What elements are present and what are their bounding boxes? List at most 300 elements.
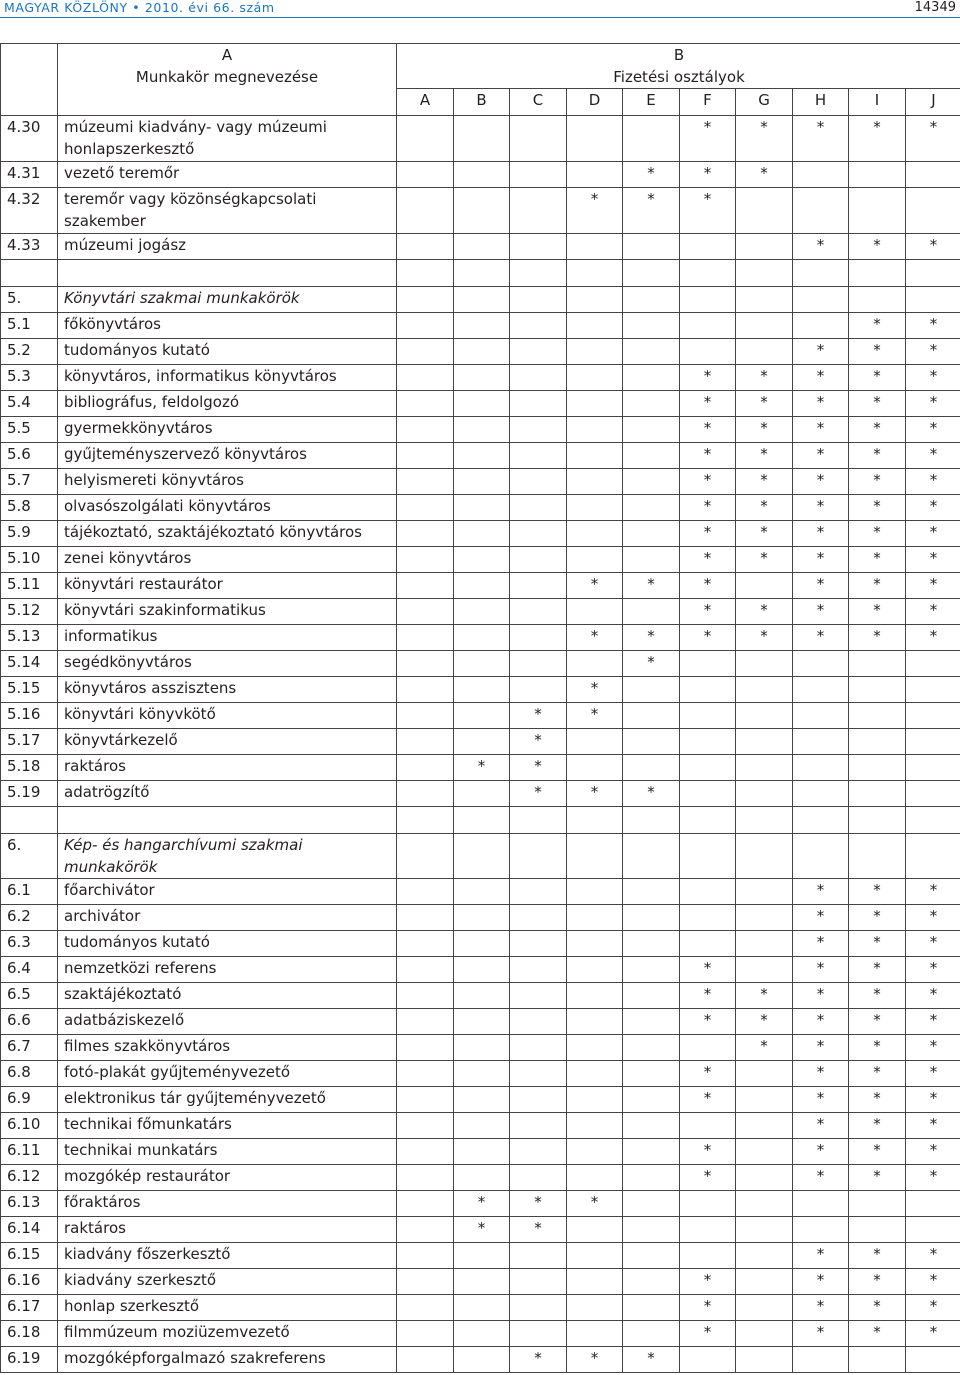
job-title: kiadvány főszerkesztő (58, 1243, 397, 1269)
job-title: főraktáros (58, 1191, 397, 1217)
column-a-header (58, 44, 397, 116)
row-number: 5.4 (1, 391, 58, 417)
job-title: zenei könyvtáros (58, 547, 397, 573)
class-cell-j: * (906, 1061, 960, 1087)
empty-cell (906, 260, 960, 287)
class-cell-e (623, 116, 680, 162)
row-number: 5.12 (1, 599, 58, 625)
class-cell-f: * (680, 983, 736, 1009)
spacer-row (1, 260, 960, 287)
class-cell-c (510, 287, 567, 313)
class-cell-c: * (510, 1217, 567, 1243)
class-cell-b (454, 234, 510, 260)
class-cell-i: * (849, 1269, 906, 1295)
class-cell-b (454, 703, 510, 729)
job-title: nemzetközi referens (58, 957, 397, 983)
class-cell-c (510, 391, 567, 417)
class-cell-g (736, 957, 793, 983)
class-cell-f (680, 651, 736, 677)
class-cell-c (510, 417, 567, 443)
job-title: elektronikus tár gyűjteményvezető (58, 1087, 397, 1113)
class-cell-f (680, 905, 736, 931)
class-cell-i: * (849, 905, 906, 931)
table-row (1, 1113, 960, 1139)
class-cell-h (793, 651, 849, 677)
class-cell-f (680, 287, 736, 313)
class-cell-b (454, 573, 510, 599)
section-heading-row (1, 834, 960, 879)
row-number: 6.14 (1, 1217, 58, 1243)
class-cell-e (623, 677, 680, 703)
class-cell-j (906, 1347, 960, 1373)
class-cell-a (397, 729, 454, 755)
class-cell-i (849, 287, 906, 313)
class-cell-a (397, 339, 454, 365)
empty-cell (510, 260, 567, 287)
class-cell-e (623, 879, 680, 905)
job-title: tudományos kutató (58, 931, 397, 957)
class-cell-i (849, 1217, 906, 1243)
class-cell-f: * (680, 188, 736, 234)
class-cell-f (680, 1243, 736, 1269)
class-cell-g (736, 1191, 793, 1217)
class-cell-f (680, 1347, 736, 1373)
class-cell-e (623, 1243, 680, 1269)
class-cell-h: * (793, 521, 849, 547)
class-cell-a (397, 677, 454, 703)
class-cell-f (680, 729, 736, 755)
job-title: honlap szerkesztő (58, 1295, 397, 1321)
class-cell-c (510, 1295, 567, 1321)
class-cell-a (397, 287, 454, 313)
table-row (1, 162, 960, 188)
table-row (1, 1009, 960, 1035)
table-row (1, 391, 960, 417)
class-cell-f: * (680, 1165, 736, 1191)
column-b-letter: B (673, 46, 685, 64)
class-cell-g (736, 651, 793, 677)
table-row (1, 651, 960, 677)
class-cell-e (623, 365, 680, 391)
class-cell-f (680, 931, 736, 957)
class-cell-h (793, 162, 849, 188)
row-number: 6.11 (1, 1139, 58, 1165)
class-cell-d (567, 365, 623, 391)
job-title: tájékoztató, szaktájékoztató könyvtáros (58, 521, 397, 547)
class-cell-d: * (567, 188, 623, 234)
class-cell-d (567, 729, 623, 755)
class-header-g: G (736, 89, 793, 116)
class-cell-d: * (567, 1191, 623, 1217)
class-cell-f (680, 313, 736, 339)
job-title: könyvtáros, informatikus könyvtáros (58, 365, 397, 391)
class-cell-j: * (906, 1295, 960, 1321)
class-cell-b (454, 1113, 510, 1139)
class-cell-h: * (793, 905, 849, 931)
class-cell-j: * (906, 905, 960, 931)
class-cell-j: * (906, 443, 960, 469)
table-row (1, 1035, 960, 1061)
class-cell-a (397, 417, 454, 443)
class-cell-e: * (623, 651, 680, 677)
class-cell-d (567, 983, 623, 1009)
class-cell-i (849, 651, 906, 677)
class-cell-e (623, 957, 680, 983)
row-number: 6.13 (1, 1191, 58, 1217)
empty-cell (623, 260, 680, 287)
class-cell-c (510, 1269, 567, 1295)
class-cell-h: * (793, 339, 849, 365)
class-cell-i: * (849, 931, 906, 957)
class-cell-j: * (906, 365, 960, 391)
table-row (1, 599, 960, 625)
class-cell-f: * (680, 443, 736, 469)
class-cell-d: * (567, 573, 623, 599)
class-cell-d (567, 1035, 623, 1061)
class-cell-i: * (849, 521, 906, 547)
class-cell-c (510, 339, 567, 365)
class-cell-f: * (680, 1139, 736, 1165)
class-cell-e (623, 729, 680, 755)
class-cell-b (454, 677, 510, 703)
class-cell-i: * (849, 1139, 906, 1165)
salary-class-table (0, 43, 960, 1373)
class-cell-c (510, 879, 567, 905)
class-cell-j: * (906, 313, 960, 339)
class-cell-a (397, 469, 454, 495)
class-cell-f (680, 1217, 736, 1243)
job-title: informatikus (58, 625, 397, 651)
table-row (1, 495, 960, 521)
class-cell-i (849, 188, 906, 234)
table-row (1, 957, 960, 983)
class-cell-a (397, 834, 454, 879)
row-number: 6.17 (1, 1295, 58, 1321)
class-cell-a (397, 1347, 454, 1373)
class-cell-g (736, 1269, 793, 1295)
table-row (1, 443, 960, 469)
class-cell-c (510, 1113, 567, 1139)
class-cell-g (736, 1087, 793, 1113)
class-cell-c: * (510, 755, 567, 781)
class-cell-j: * (906, 983, 960, 1009)
class-cell-j: * (906, 1009, 960, 1035)
class-cell-c (510, 1243, 567, 1269)
table-row (1, 677, 960, 703)
class-cell-e (623, 599, 680, 625)
class-cell-b (454, 547, 510, 573)
row-number: 5.1 (1, 313, 58, 339)
job-title: adatbáziskezelő (58, 1009, 397, 1035)
class-cell-d (567, 1061, 623, 1087)
job-title: filmes szakkönyvtáros (58, 1035, 397, 1061)
class-cell-j (906, 781, 960, 807)
class-cell-d (567, 755, 623, 781)
class-cell-i: * (849, 391, 906, 417)
class-cell-g (736, 1061, 793, 1087)
class-cell-b (454, 365, 510, 391)
page-number: 14349 (914, 0, 956, 15)
class-cell-b (454, 651, 510, 677)
class-cell-b (454, 1061, 510, 1087)
job-title: technikai munkatárs (58, 1139, 397, 1165)
job-title: főkönyvtáros (58, 313, 397, 339)
class-cell-d (567, 469, 623, 495)
empty-cell (567, 807, 623, 834)
class-cell-a (397, 1113, 454, 1139)
class-cell-j: * (906, 957, 960, 983)
class-cell-c (510, 677, 567, 703)
class-cell-h: * (793, 573, 849, 599)
class-cell-i: * (849, 313, 906, 339)
class-cell-b (454, 417, 510, 443)
class-cell-h (793, 781, 849, 807)
class-cell-c (510, 905, 567, 931)
class-cell-b (454, 905, 510, 931)
class-cell-g (736, 834, 793, 879)
class-cell-g (736, 1243, 793, 1269)
class-cell-b (454, 1165, 510, 1191)
class-cell-a (397, 162, 454, 188)
class-cell-d: * (567, 781, 623, 807)
class-cell-a (397, 651, 454, 677)
class-cell-b (454, 1087, 510, 1113)
class-cell-d (567, 521, 623, 547)
table-row (1, 417, 960, 443)
class-cell-g (736, 313, 793, 339)
class-cell-d (567, 1165, 623, 1191)
class-cell-b (454, 443, 510, 469)
job-title: múzeumi jogász (58, 234, 397, 260)
class-cell-i (849, 703, 906, 729)
class-cell-h (793, 834, 849, 879)
class-cell-c (510, 365, 567, 391)
class-cell-d (567, 547, 623, 573)
job-title: fotó-plakát gyűjteményvezető (58, 1061, 397, 1087)
empty-cell (58, 260, 397, 287)
class-cell-g: * (736, 391, 793, 417)
class-cell-j (906, 834, 960, 879)
job-title: szaktájékoztató (58, 983, 397, 1009)
class-cell-d (567, 495, 623, 521)
empty-cell (397, 807, 454, 834)
class-cell-i: * (849, 1321, 906, 1347)
class-cell-d: * (567, 625, 623, 651)
class-header-a: A (397, 89, 454, 116)
row-number: 6.8 (1, 1061, 58, 1087)
job-title: könyvtárkezelő (58, 729, 397, 755)
class-cell-a (397, 495, 454, 521)
class-cell-e (623, 417, 680, 443)
class-cell-b (454, 879, 510, 905)
class-cell-e (623, 931, 680, 957)
class-cell-j (906, 1191, 960, 1217)
class-cell-b: * (454, 1217, 510, 1243)
class-cell-h: * (793, 1087, 849, 1113)
class-cell-e (623, 1165, 680, 1191)
class-cell-c (510, 1061, 567, 1087)
class-cell-c (510, 1009, 567, 1035)
class-cell-d (567, 162, 623, 188)
class-cell-a (397, 1321, 454, 1347)
class-cell-e (623, 234, 680, 260)
class-cell-d (567, 1295, 623, 1321)
class-cell-d (567, 1009, 623, 1035)
class-cell-g (736, 677, 793, 703)
class-cell-j (906, 729, 960, 755)
class-cell-j: * (906, 1139, 960, 1165)
class-cell-h: * (793, 983, 849, 1009)
class-cell-e (623, 1191, 680, 1217)
class-cell-c (510, 188, 567, 234)
class-cell-g: * (736, 116, 793, 162)
class-cell-d (567, 391, 623, 417)
class-cell-i: * (849, 1009, 906, 1035)
table-body (1, 116, 960, 1373)
column-a-letter: A (221, 46, 233, 64)
class-cell-h (793, 1347, 849, 1373)
class-cell-b (454, 1035, 510, 1061)
table-row (1, 781, 960, 807)
table-row (1, 1139, 960, 1165)
empty-cell (510, 807, 567, 834)
class-cell-f: * (680, 1269, 736, 1295)
class-cell-c (510, 573, 567, 599)
class-cell-j: * (906, 573, 960, 599)
class-cell-e (623, 495, 680, 521)
class-cell-d (567, 905, 623, 931)
class-cell-d (567, 234, 623, 260)
class-cell-c (510, 1035, 567, 1061)
class-cell-c (510, 625, 567, 651)
class-cell-g: * (736, 469, 793, 495)
class-cell-h (793, 188, 849, 234)
row-number: 6.19 (1, 1347, 58, 1373)
class-cell-f: * (680, 625, 736, 651)
class-cell-h: * (793, 1061, 849, 1087)
class-cell-f: * (680, 599, 736, 625)
empty-cell (58, 807, 397, 834)
class-cell-j (906, 677, 960, 703)
class-cell-h (793, 313, 849, 339)
class-cell-i: * (849, 1113, 906, 1139)
class-cell-d (567, 339, 623, 365)
class-cell-e (623, 547, 680, 573)
class-cell-f: * (680, 417, 736, 443)
class-cell-f: * (680, 573, 736, 599)
class-cell-e (623, 1295, 680, 1321)
row-number: 6.4 (1, 957, 58, 983)
class-cell-d: * (567, 1347, 623, 1373)
class-cell-a (397, 1243, 454, 1269)
class-cell-d: * (567, 703, 623, 729)
section-title: Kép- és hangarchívumi szakmai munkakörök (58, 834, 397, 879)
job-title: bibliográfus, feldolgozó (58, 391, 397, 417)
empty-cell (736, 807, 793, 834)
job-title: mozgóképforgalmazó szakreferens (58, 1347, 397, 1373)
row-number: 6.15 (1, 1243, 58, 1269)
table-row (1, 1191, 960, 1217)
class-cell-j (906, 162, 960, 188)
class-cell-c (510, 651, 567, 677)
class-cell-g (736, 1295, 793, 1321)
class-cell-e (623, 703, 680, 729)
table-row (1, 234, 960, 260)
row-number: 6.18 (1, 1321, 58, 1347)
class-cell-g (736, 1347, 793, 1373)
class-cell-g (736, 339, 793, 365)
class-cell-j: * (906, 931, 960, 957)
class-cell-j: * (906, 1035, 960, 1061)
class-cell-g: * (736, 162, 793, 188)
class-header-j: J (906, 89, 960, 116)
class-cell-h: * (793, 957, 849, 983)
job-title: kiadvány szerkesztő (58, 1269, 397, 1295)
class-cell-a (397, 188, 454, 234)
table-row (1, 365, 960, 391)
class-cell-j (906, 755, 960, 781)
table-row (1, 983, 960, 1009)
class-cell-a (397, 1087, 454, 1113)
class-cell-i: * (849, 469, 906, 495)
class-cell-i: * (849, 957, 906, 983)
empty-cell (736, 260, 793, 287)
class-cell-c (510, 983, 567, 1009)
empty-cell (567, 260, 623, 287)
row-number: 6.12 (1, 1165, 58, 1191)
table-row (1, 755, 960, 781)
class-cell-c (510, 162, 567, 188)
class-cell-b (454, 521, 510, 547)
class-cell-a (397, 1165, 454, 1191)
class-cell-d (567, 834, 623, 879)
class-cell-d (567, 443, 623, 469)
class-cell-e (623, 521, 680, 547)
row-number: 6.9 (1, 1087, 58, 1113)
class-cell-c (510, 599, 567, 625)
class-cell-g: * (736, 1009, 793, 1035)
class-cell-c (510, 1087, 567, 1113)
class-cell-g: * (736, 365, 793, 391)
class-cell-j: * (906, 879, 960, 905)
class-cell-i (849, 755, 906, 781)
job-title: könyvtári könyvkötő (58, 703, 397, 729)
row-number: 5.19 (1, 781, 58, 807)
class-cell-h: * (793, 234, 849, 260)
class-cell-a (397, 1269, 454, 1295)
class-cell-e (623, 1035, 680, 1061)
row-number: 6.16 (1, 1269, 58, 1295)
row-number: 5.8 (1, 495, 58, 521)
class-cell-g: * (736, 521, 793, 547)
class-header-d: D (567, 89, 623, 116)
class-cell-h (793, 287, 849, 313)
class-cell-a (397, 116, 454, 162)
class-cell-c (510, 234, 567, 260)
class-cell-d (567, 879, 623, 905)
class-cell-i: * (849, 547, 906, 573)
class-cell-a (397, 573, 454, 599)
class-cell-i: * (849, 234, 906, 260)
empty-cell (397, 260, 454, 287)
class-cell-g: * (736, 547, 793, 573)
class-cell-a (397, 755, 454, 781)
class-cell-f (680, 1113, 736, 1139)
table-row (1, 547, 960, 573)
class-cell-h: * (793, 1009, 849, 1035)
class-cell-d (567, 651, 623, 677)
class-cell-i (849, 1191, 906, 1217)
